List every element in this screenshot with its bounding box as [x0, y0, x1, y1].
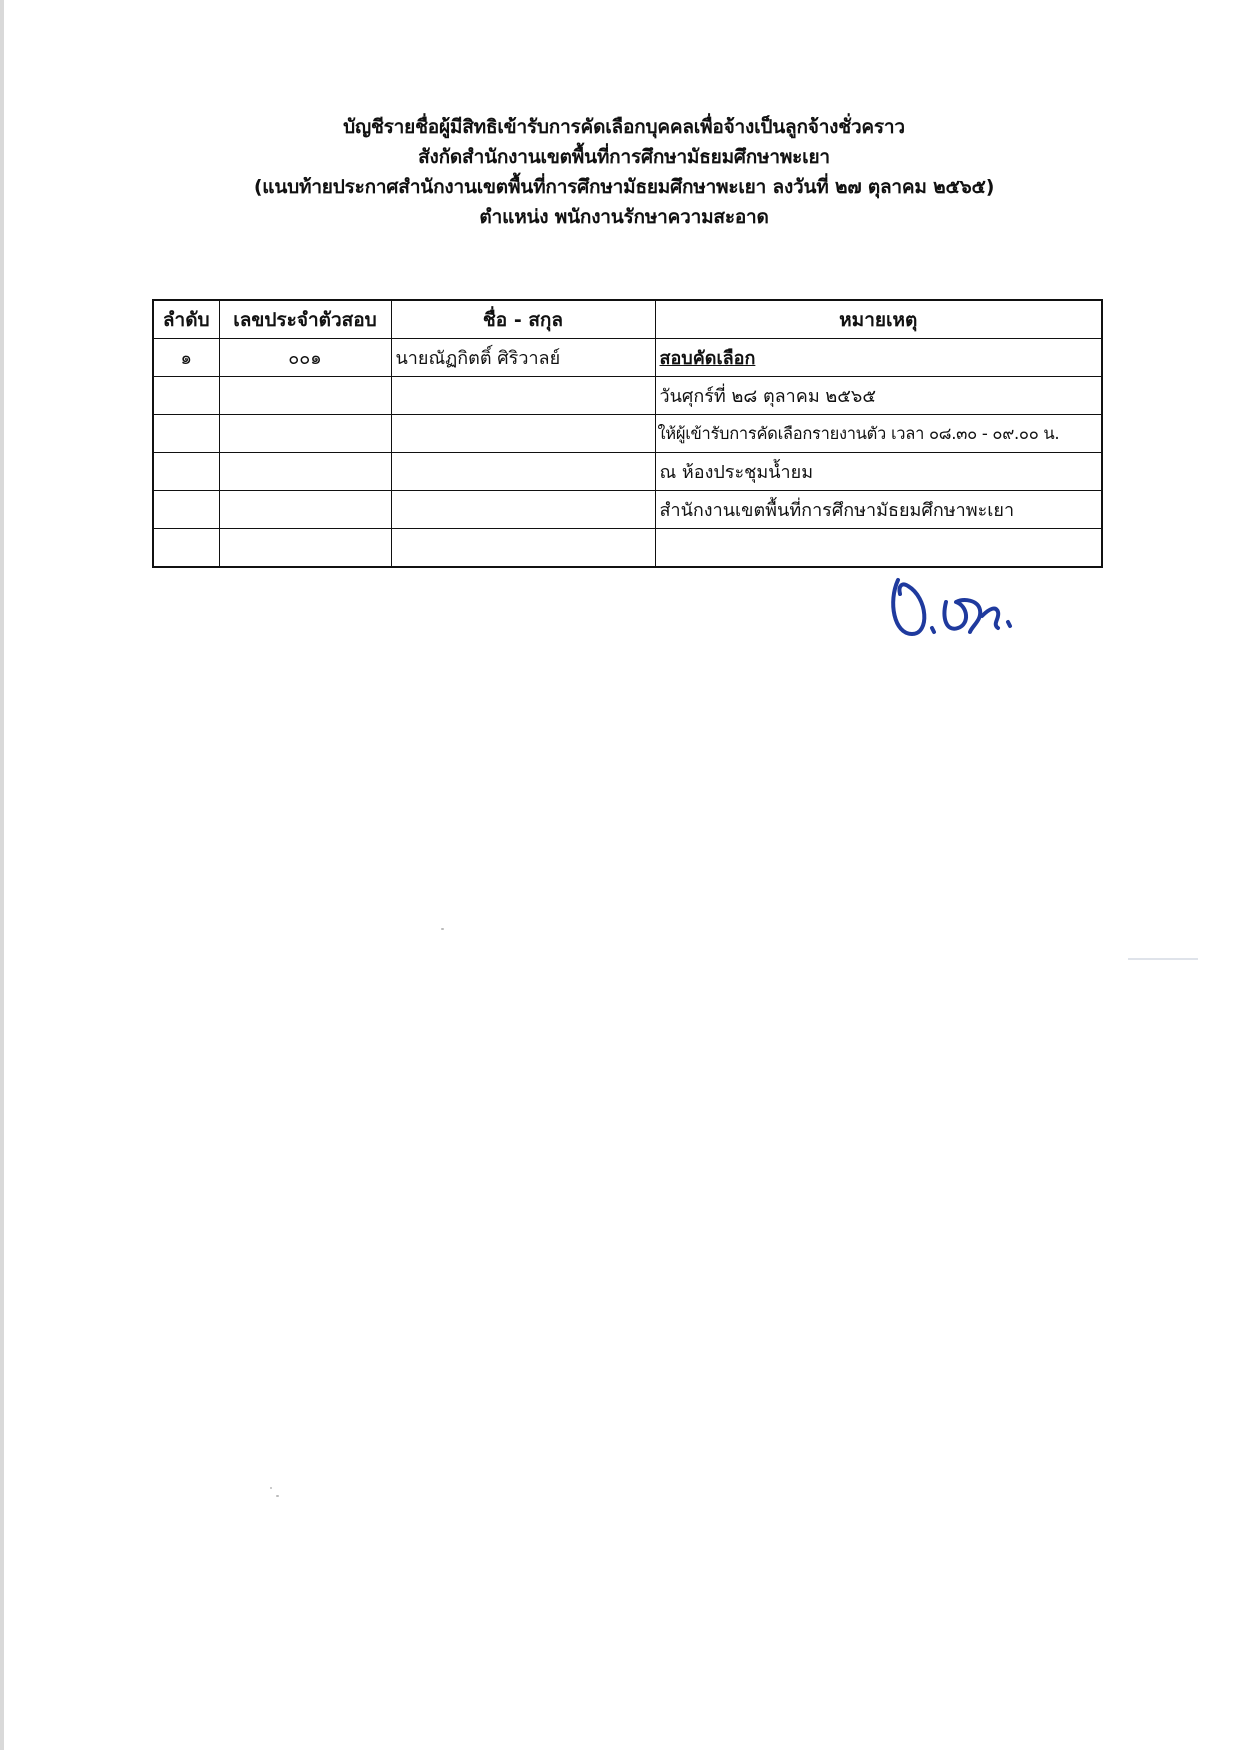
cell-order: [153, 529, 219, 568]
scan-speck: [441, 928, 444, 930]
cell-name: [391, 491, 655, 529]
signature-icon: [886, 572, 1026, 652]
table-row: [153, 491, 1102, 529]
cell-remark: [655, 529, 1102, 568]
cell-order: ๑: [153, 339, 219, 377]
column-header-order: ลำดับ: [153, 300, 219, 339]
cell-name: [391, 415, 655, 453]
cell-remark-venue: ณ ห้องประชุมน้ำยม: [655, 453, 1102, 491]
cell-order: [153, 491, 219, 529]
cell-order: [153, 415, 219, 453]
table-row: [153, 377, 1102, 415]
column-header-name: ชื่อ - สกุล: [391, 300, 655, 339]
table-row: [153, 415, 1102, 453]
cell-name: นายณัฏกิตติ์ ศิริวาลย์: [391, 339, 655, 377]
table-header-row: [153, 300, 1102, 339]
cell-remark: [655, 339, 1102, 377]
header-title: บัญชีรายชื่อผู้มีสิทธิเข้ารับการคัดเลือกบุคคลเพื่อจ้างเป็นลูกจ้างชั่วคราว: [343, 116, 905, 138]
page-edge: [0, 0, 4, 1750]
header-position: ตำแหน่ง พนักงานรักษาความสะอาด: [479, 206, 769, 228]
cell-name: [391, 453, 655, 491]
column-header-exam-id: เลขประจำตัวสอบ: [219, 300, 391, 339]
scan-speck: [276, 1495, 279, 1497]
remark-heading: สอบคัดเลือก: [659, 348, 756, 369]
table-row: [153, 529, 1102, 568]
scan-mark: [1128, 958, 1198, 960]
cell-name: [391, 377, 655, 415]
table-row: [153, 453, 1102, 491]
cell-remark-office: สำนักงานเขตพื้นที่การศึกษามัธยมศึกษาพะเยา: [655, 491, 1102, 529]
scan-speck: [270, 1487, 272, 1489]
cell-order: [153, 377, 219, 415]
cell-exam-id: [219, 491, 391, 529]
cell-remark-date: วันศุกร์ที่ ๒๘ ตุลาคม ๒๕๖๕: [655, 377, 1102, 415]
cell-exam-id: ๐๐๑: [219, 339, 391, 377]
cell-order: [153, 453, 219, 491]
cell-remark-time: ให้ผู้เข้ารับการคัดเลือกรายงานตัว เวลา ๐๘.๓๐ - ๐๙.๐๐ น.: [655, 415, 1102, 453]
header-attachment-note: (แนบท้ายประกาศสำนักงานเขตพื้นที่การศึกษามัธยมศึกษาพะเยา ลงวันที่ ๒๗ ตุลาคม ๒๕๖๕): [253, 176, 995, 198]
cell-exam-id: [219, 453, 391, 491]
cell-exam-id: [219, 377, 391, 415]
cell-exam-id: [219, 415, 391, 453]
document-header: [0, 112, 1248, 232]
cell-name: [391, 529, 655, 568]
candidate-table: [152, 299, 1103, 568]
cell-exam-id: [219, 529, 391, 568]
table-row: [153, 339, 1102, 377]
column-header-remark: หมายเหตุ: [655, 300, 1102, 339]
header-agency: สังกัดสำนักงานเขตพื้นที่การศึกษามัธยมศึกษาพะเยา: [418, 146, 830, 168]
